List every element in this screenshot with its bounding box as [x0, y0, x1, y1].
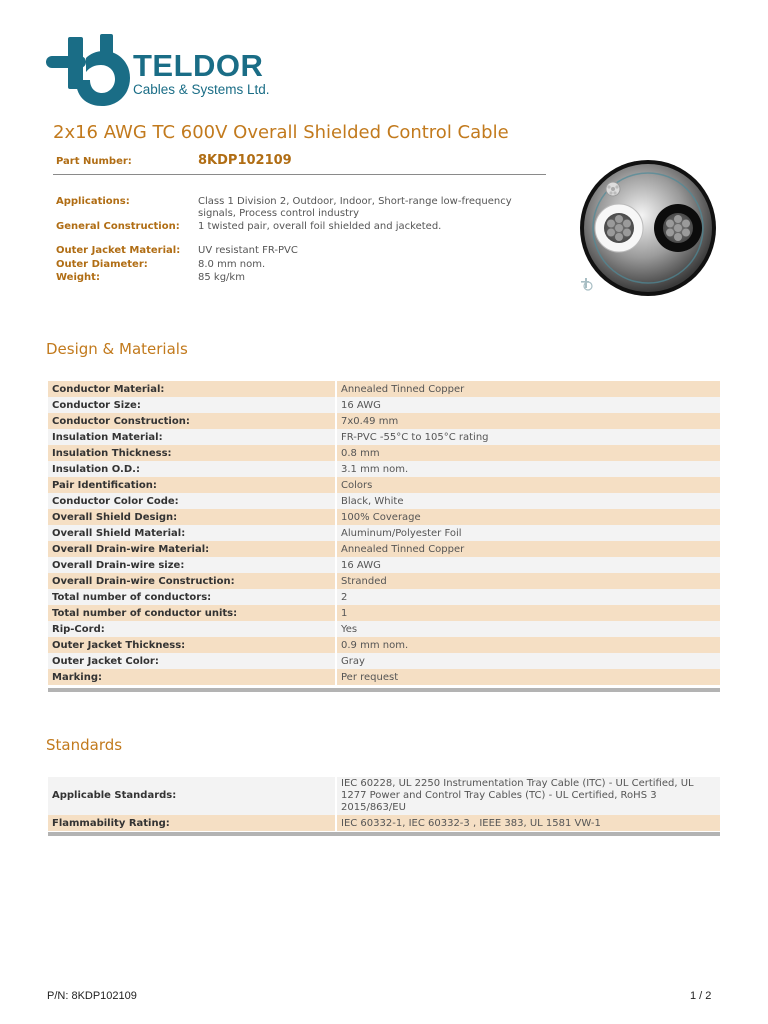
table-row — [48, 589, 720, 605]
row-value: 100% Coverage — [336, 509, 720, 525]
table-row — [48, 777, 720, 815]
row-value: Annealed Tinned Copper — [336, 541, 720, 557]
row-value: Aluminum/Polyester Foil — [336, 525, 720, 541]
table-row — [48, 669, 720, 685]
row-label: Overall Drain-wire Material: — [48, 541, 336, 557]
row-label: Overall Shield Material: — [48, 525, 336, 541]
table-bottom-rule — [48, 688, 720, 692]
row-value: Gray — [336, 653, 720, 669]
part-number-value: 8KDP102109 — [198, 153, 292, 168]
row-label: Conductor Material: — [48, 381, 336, 397]
table-row — [48, 509, 720, 525]
row-value: 16 AWG — [336, 397, 720, 413]
row-value: FR-PVC -55°C to 105°C rating — [336, 429, 720, 445]
spec-value: UV resistant FR-PVC — [198, 245, 298, 256]
brand-name: TELDOR — [133, 48, 264, 83]
row-value: 3.1 mm nom. — [336, 461, 720, 477]
table-row — [48, 541, 720, 557]
table-row — [48, 413, 720, 429]
row-value: 16 AWG — [336, 557, 720, 573]
row-value: Annealed Tinned Copper — [336, 381, 720, 397]
row-label: Marking: — [48, 669, 336, 685]
table-row — [48, 493, 720, 509]
row-label: Overall Drain-wire size: — [48, 557, 336, 573]
table-row — [48, 637, 720, 653]
row-value: Black, White — [336, 493, 720, 509]
row-label: Flammability Rating: — [48, 815, 336, 831]
row-label: Insulation O.D.: — [48, 461, 336, 477]
table-row — [48, 397, 720, 413]
brand-subtitle: Cables & Systems Ltd. — [133, 82, 270, 97]
row-value: IEC 60332-1, IEC 60332-3 , IEEE 383, UL 1581 VW-1 — [336, 815, 720, 831]
section-title-design: Design & Materials — [46, 340, 188, 358]
row-label: Conductor Color Code: — [48, 493, 336, 509]
section-title-standards: Standards — [46, 736, 123, 754]
spec-value: 1 twisted pair, overall foil shielded and jacketed. — [198, 221, 442, 232]
table-row — [48, 461, 720, 477]
row-value: 7x0.49 mm — [336, 413, 720, 429]
table-row — [48, 557, 720, 573]
table-row — [48, 573, 720, 589]
row-label: Applicable Standards: — [48, 777, 336, 815]
row-label: Outer Jacket Color: — [48, 653, 336, 669]
spec-label: Outer Jacket Material: — [56, 245, 181, 256]
row-label: Rip-Cord: — [48, 621, 336, 637]
row-value: Yes — [336, 621, 720, 637]
table-row — [48, 445, 720, 461]
row-value: 0.8 mm — [336, 445, 720, 461]
table-row — [48, 605, 720, 621]
row-label: Insulation Material: — [48, 429, 336, 445]
table-bottom-rule — [48, 832, 720, 836]
spec-label: Outer Diameter: — [56, 259, 148, 270]
row-value: IEC 60228, UL 2250 Instrumentation Tray Cable (ITC) - UL Certified, UL 1277 Power and Control Tray Cables (TC) - UL Certified, RoHS 3 2015/863/EU — [336, 777, 720, 815]
design-materials-table — [48, 381, 720, 685]
row-value: 0.9 mm nom. — [336, 637, 720, 653]
table-row — [48, 653, 720, 669]
table-row — [48, 429, 720, 445]
standards-table — [48, 777, 720, 831]
row-label: Total number of conductor units: — [48, 605, 336, 621]
row-value: Stranded — [336, 573, 720, 589]
row-label: Pair Identification: — [48, 477, 336, 493]
row-label: Insulation Thickness: — [48, 445, 336, 461]
spec-value: 8.0 mm nom. — [198, 259, 266, 270]
page-title: 2x16 AWG TC 600V Overall Shielded Control Cable — [53, 122, 509, 143]
row-label: Overall Shield Design: — [48, 509, 336, 525]
part-number-label: Part Number: — [56, 156, 132, 167]
table-row — [48, 621, 720, 637]
table-row — [48, 477, 720, 493]
row-label: Conductor Size: — [48, 397, 336, 413]
divider — [53, 174, 546, 175]
row-label: Overall Drain-wire Construction: — [48, 573, 336, 589]
spec-label: Weight: — [56, 272, 100, 283]
spec-value: 85 kg/km — [198, 272, 245, 283]
row-value: 1 — [336, 605, 720, 621]
footer-part-number: P/N: 8KDP102109 — [47, 990, 137, 1002]
footer-page-number: 1 / 2 — [690, 990, 712, 1002]
row-label: Conductor Construction: — [48, 413, 336, 429]
table-row — [48, 815, 720, 831]
row-value: Colors — [336, 477, 720, 493]
row-label: Total number of conductors: — [48, 589, 336, 605]
table-row — [48, 525, 720, 541]
row-label: Outer Jacket Thickness: — [48, 637, 336, 653]
row-value: 2 — [336, 589, 720, 605]
spec-label: General Construction: — [56, 221, 180, 232]
row-value: Per request — [336, 669, 720, 685]
spec-value: Class 1 Division 2, Outdoor, Indoor, Short-range low-frequency signals, Process control industry — [198, 196, 512, 219]
cable-cross-section-image — [572, 158, 722, 298]
spec-label: Applications: — [56, 196, 130, 207]
table-row — [48, 381, 720, 397]
